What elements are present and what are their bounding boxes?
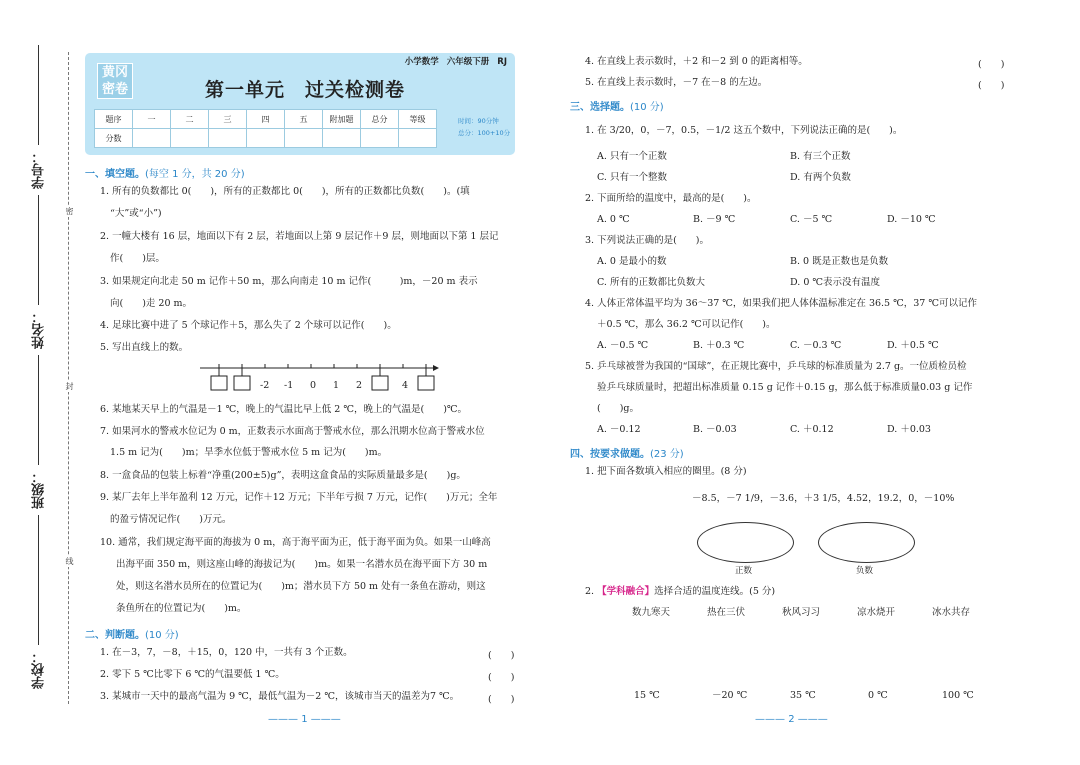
score-input-cell[interactable]	[361, 129, 399, 148]
judge-4: 4. 在直线上表示数时，＋2 和－2 到 0 的距离相等。	[585, 56, 808, 67]
option[interactable]: C. 所有的正数都比负数大	[597, 277, 705, 288]
seal-char-xian: 线	[65, 557, 74, 565]
q10-line4: 条鱼所在的位置记为( )m。	[116, 603, 247, 614]
answer-paren[interactable]: ( )	[488, 694, 515, 705]
temperature[interactable]: 100 ℃	[942, 690, 974, 701]
choice-4-line2: ＋0.5 ℃，那么 36.2 ℃可以记作( )。	[597, 319, 776, 330]
q3-line2: 向( )走 20 m。	[110, 298, 193, 309]
temperature[interactable]: 15 ℃	[634, 690, 660, 701]
brand-logo: 黄冈密卷	[97, 63, 133, 99]
class-label: 班级：	[32, 470, 47, 509]
subject-fusion-badge: 【学科融合】	[597, 586, 655, 597]
idiom[interactable]: 冰水共存	[932, 607, 971, 618]
q1-line2: “大”或“小”)	[110, 208, 162, 219]
q9-line1: 9. 某厂去年上半年盈利 12 万元，记作＋12 万元；下半年亏损 7 万元，记作( )万元；全年	[100, 492, 498, 503]
page-number-left: ——— 1 ———	[268, 714, 341, 725]
name-line	[38, 195, 39, 305]
q3-line1: 3. 如果规定向北走 50 m 记作＋50 m，那么向南走 10 m 记作( )m，－20 m 表示	[100, 276, 478, 287]
choice-1: 1. 在 3/20，0，－7，0.5，－1/2 这五个数中，下列说法正确的是( )。	[585, 125, 903, 136]
table-cell: 等级	[399, 110, 437, 129]
negative-circle[interactable]	[818, 522, 915, 563]
choice-3: 3. 下列说法正确的是( )。	[585, 235, 709, 246]
q6: 6. 某地某天早上的气温是－1 ℃，晚上的气温比早上低 2 ℃，晚上的气温是( )℃。	[100, 404, 468, 415]
q1-line1: 1. 所有的负数都比 0( )，所有的正数都比 0( )，所有的正数都比负数( )。(填	[100, 186, 470, 197]
seal-dashed-line	[68, 52, 69, 704]
answer-paren[interactable]: ( )	[978, 59, 1005, 70]
q8: 8. 一盒食品的包装上标着“净重(200±5)g”，表明这盒食品的实际质量最多是( )g。	[100, 470, 466, 481]
tick-label: 2	[356, 380, 363, 391]
idiom[interactable]: 凉水烧开	[857, 607, 896, 618]
choice-2: 2. 下面所给的温度中，最高的是( )。	[585, 193, 757, 204]
name-label: 姓名：	[32, 310, 47, 349]
option[interactable]: B. ＋0.3 ℃	[693, 340, 745, 351]
score-table-row	[95, 129, 437, 148]
option[interactable]: A. 0 是最小的数	[597, 256, 667, 267]
option[interactable]: B. 0 既是正数也是负数	[790, 256, 889, 267]
option[interactable]: C. ＋0.12	[790, 424, 834, 435]
table-cell: 一	[133, 110, 171, 129]
header-meta	[397, 55, 507, 67]
option[interactable]: D. ＋0.5 ℃	[887, 340, 939, 351]
page-title: 第一单元 过关检测卷	[205, 79, 406, 101]
score-table-head-row	[95, 110, 437, 129]
table-cell: 四	[247, 110, 285, 129]
score-input-cell[interactable]	[399, 129, 437, 148]
answer-paren[interactable]: ( )	[488, 672, 515, 683]
idiom[interactable]: 热在三伏	[707, 607, 746, 618]
tick-label: -1	[284, 380, 294, 391]
score-input-cell[interactable]	[133, 129, 171, 148]
page-number-right: ——— 2 ———	[755, 714, 828, 725]
tick-label: 0	[310, 380, 317, 391]
q10-line3: 处，则这名潜水员所在的位置记为( )m；潜水员下方 50 m 处有一条鱼在游动，则这	[116, 581, 486, 592]
score-input-cell[interactable]	[323, 129, 361, 148]
idiom[interactable]: 秋风习习	[782, 607, 821, 618]
q9-line2: 的盈亏情况记作( )万元。	[110, 514, 232, 525]
option[interactable]: C. －0.3 ℃	[790, 340, 842, 351]
option[interactable]: A. －0.5 ℃	[597, 340, 649, 351]
q5: 5. 写出直线上的数。	[100, 342, 189, 353]
option[interactable]: C. －5 ℃	[790, 214, 833, 225]
choice-5-line1: 5. 乒乓球被誉为我国的“国球”，在正规比赛中，乒乓球的标准质量为 2.7 g。一位质检员检	[585, 361, 967, 372]
option[interactable]: C. 只有一个整数	[597, 172, 667, 183]
negative-label: 负数	[856, 566, 874, 576]
score-input-cell[interactable]	[171, 129, 209, 148]
positive-label: 正数	[735, 566, 753, 576]
section-fill-in: 一、填空题。(每空 1 分，共 20 分)	[85, 169, 245, 180]
option[interactable]: D. 0 ℃表示没有温度	[790, 277, 881, 288]
problem-1: 1. 把下面各数填入相应的圈里。(8 分)	[585, 466, 747, 477]
q2-line2: 作( )层。	[110, 253, 165, 264]
total-score: 总分：100+10分	[458, 129, 511, 137]
judge-3: 3. 某城市一天中的最高气温为 9 ℃，最低气温为－2 ℃，该城市当天的温差为7 ℃。	[100, 691, 460, 702]
student-id-label: 学号：	[32, 150, 47, 189]
numbers-to-sort: －8.5，－7 1/9，－3.6，＋3 1/5，4.52，19.2，0，－10%	[692, 493, 955, 504]
answer-paren[interactable]: ( )	[488, 650, 515, 661]
choice-4-line1: 4. 人体正常体温平均为 36～37 ℃，如果我们把人体体温标准定在 36.5 ℃，37 ℃可以记作	[585, 298, 977, 309]
tick-label: -2	[260, 380, 270, 391]
temperature[interactable]: －20 ℃	[712, 690, 748, 701]
q10-line1: 10. 通常，我们规定海平面的海拔为 0 m，高于海平面为正，低于海平面为负。如果一山峰高	[100, 537, 491, 548]
idiom[interactable]: 数九寒天	[632, 607, 671, 618]
student-id-line	[38, 45, 39, 145]
exam-info	[458, 115, 510, 139]
judge-1: 1. 在－3，7，－8，＋15，0，120 中，一共有 3 个正数。	[100, 647, 353, 658]
score-input-cell[interactable]	[247, 129, 285, 148]
option[interactable]: B. 有三个正数	[790, 151, 851, 162]
tick-label: 4	[402, 380, 409, 391]
class-line	[38, 355, 39, 465]
q2-line1: 2. 一幢大楼有 16 层，地面以下有 2 层，若地面以上第 9 层记作＋9 层，则地面以下第 1 层记	[100, 231, 499, 242]
temperature[interactable]: 35 ℃	[790, 690, 816, 701]
table-cell: 三	[209, 110, 247, 129]
score-input-cell[interactable]	[285, 129, 323, 148]
school-label: 学校：	[32, 650, 47, 689]
option[interactable]: B. －0.03	[693, 424, 737, 435]
binding-strip	[0, 0, 78, 765]
time-limit: 时间：90分钟	[458, 117, 499, 125]
grade-label: 六年级下册	[446, 57, 490, 67]
seal-char-feng: 封	[65, 382, 74, 390]
option[interactable]: B. －9 ℃	[693, 214, 736, 225]
table-cell: 总分	[361, 110, 399, 129]
table-cell: 五	[285, 110, 323, 129]
score-table	[94, 109, 437, 148]
section-true-false: 二、判断题。(10 分)	[85, 630, 179, 641]
choice-5-line3: ( )g。	[597, 403, 639, 414]
judge-5: 5. 在直线上表示数时，－7 在－8 的左边。	[585, 77, 768, 88]
table-cell: 分数	[95, 129, 133, 148]
q4: 4. 足球比赛中进了 5 个球记作＋5，那么失了 2 个球可以记作( )。	[100, 320, 397, 331]
option[interactable]: D. ＋0.03	[887, 424, 931, 435]
edition-label: RJ	[497, 57, 507, 67]
problem-2: 2. 【学科融合】选择合适的温度连线。(5 分)	[585, 586, 776, 597]
table-cell: 题序	[95, 110, 133, 129]
option[interactable]: A. 0 ℃	[597, 214, 630, 225]
answer-paren[interactable]: ( )	[978, 80, 1005, 91]
section-choice: 三、选择题。(10 分)	[570, 102, 664, 113]
table-cell: 二	[171, 110, 209, 129]
tick-label: 1	[333, 380, 340, 391]
seal-char-mi: 密	[65, 207, 74, 215]
table-cell: 附加题	[323, 110, 361, 129]
q7-line1: 7. 如果河水的警戒水位记为 0 m，正数表示水面高于警戒水位，那么汛期水位高于警戒水位	[100, 426, 485, 437]
option[interactable]: D. 有两个负数	[790, 172, 851, 183]
judge-2: 2. 零下 5 ℃比零下 6 ℃的气温要低 1 ℃。	[100, 669, 285, 680]
temperature[interactable]: 0 ℃	[868, 690, 888, 701]
choice-5-line2: 验乒乓球质量时，把超出标准质量 0.15 g 记作＋0.15 g，那么低于标准质量0.03 g 记作	[597, 382, 973, 393]
q10-line2: 出海平面 350 m，则这座山峰的海拔记为( )m。如果一名潜水员在海平面下方 30 m	[116, 559, 488, 570]
positive-circle[interactable]	[697, 522, 794, 563]
subject-label: 小学数学	[404, 57, 439, 67]
option[interactable]: D. －10 ℃	[887, 214, 936, 225]
q7-line2: 1.5 m 记为( )m；旱季水位低于警戒水位 5 m 记为( )m。	[110, 447, 388, 458]
option[interactable]: A. －0.12	[597, 424, 641, 435]
score-input-cell[interactable]	[209, 129, 247, 148]
school-line	[38, 515, 39, 645]
exam-header	[85, 53, 515, 155]
option[interactable]: A. 只有一个正数	[597, 151, 667, 162]
section-problems: 四、按要求做题。(23 分)	[570, 449, 684, 460]
